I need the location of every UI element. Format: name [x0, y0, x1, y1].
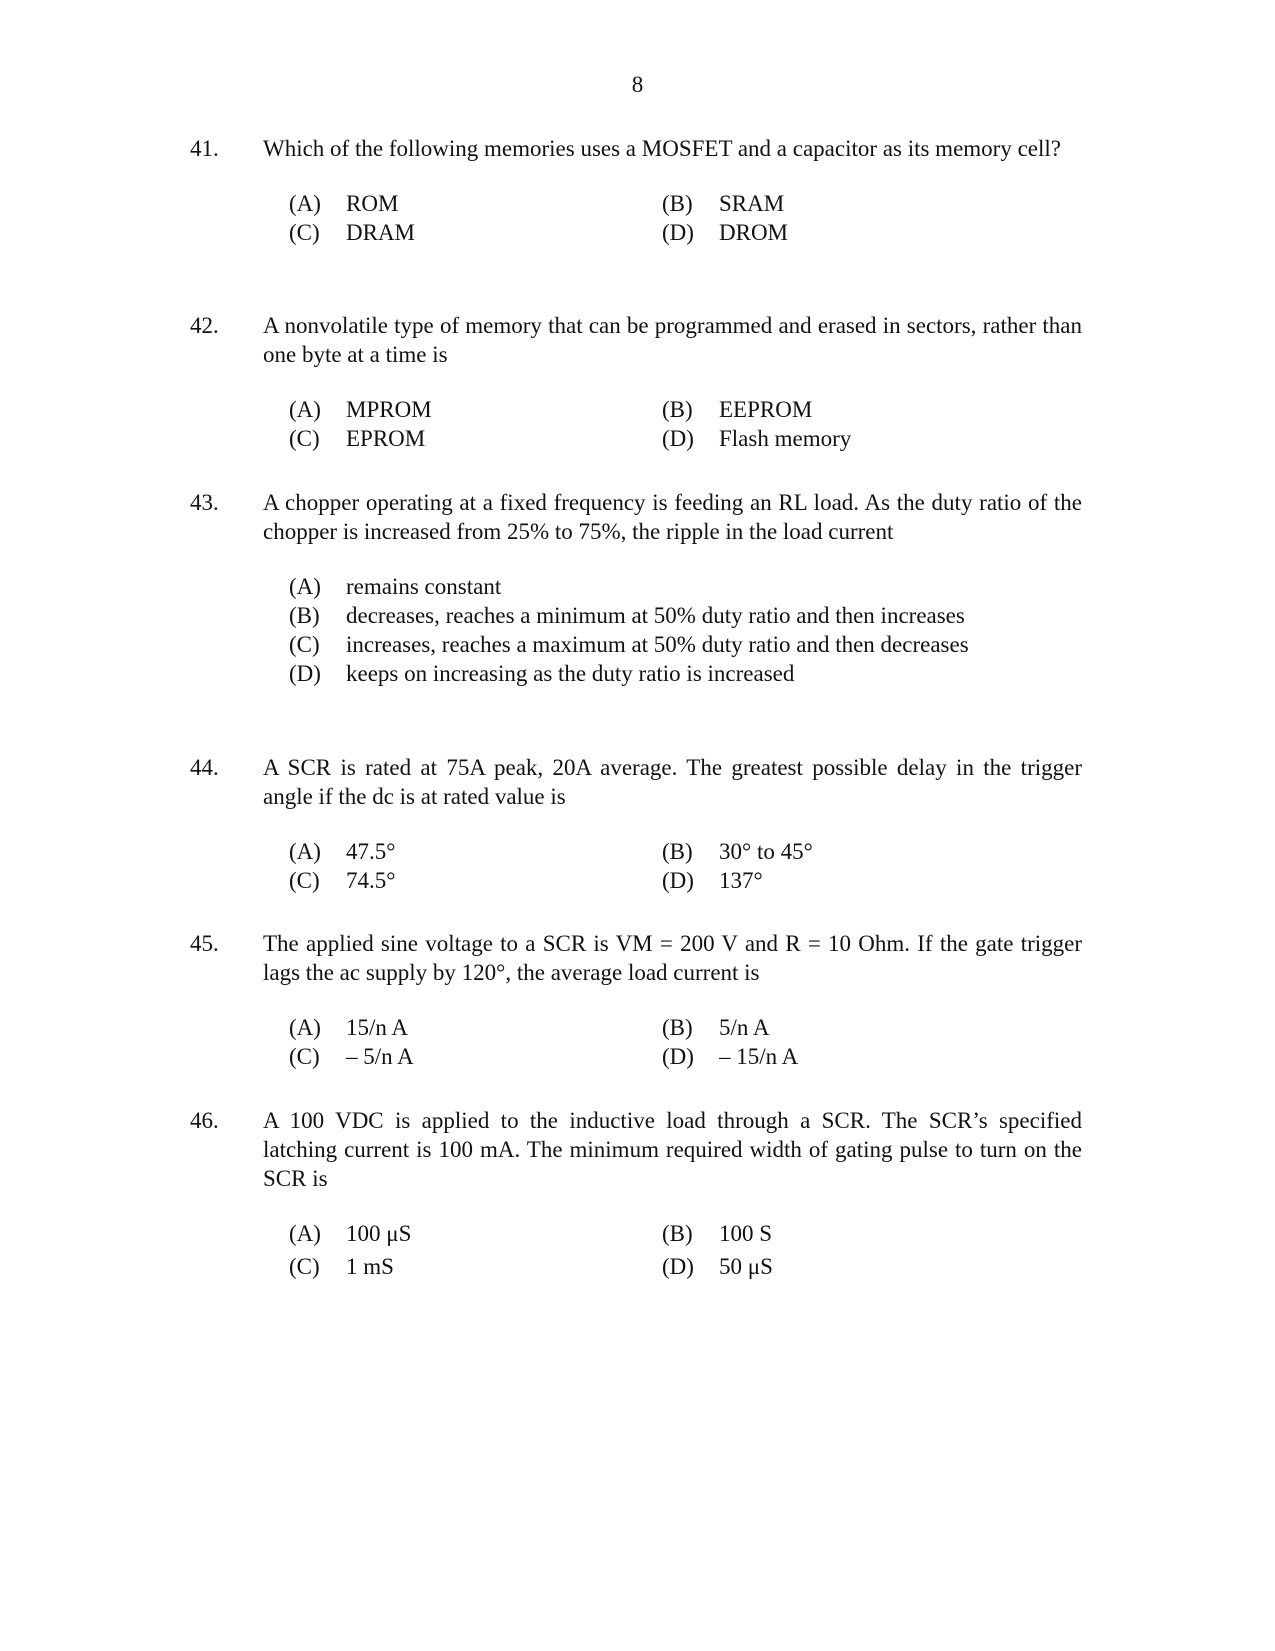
- option-b: [662, 395, 1035, 424]
- option-c: [289, 866, 662, 895]
- question-text: A chopper operating at a fixed frequency is feeding an RL load. As the duty ratio of the chopper is increased from 25% to 75%, the ripple in the load current: [263, 490, 1082, 544]
- question-42: [190, 311, 1082, 453]
- option-label: (D): [289, 661, 321, 686]
- question-number: 46.: [190, 1108, 219, 1133]
- option-d: [662, 218, 1035, 247]
- option-text: decreases, reaches a minimum at 50% duty ratio and then increases: [346, 603, 965, 628]
- option-text: 50 μS: [719, 1254, 773, 1279]
- option-a: [289, 572, 1082, 601]
- option-a: [289, 189, 662, 218]
- option-text: 100 S: [719, 1221, 773, 1246]
- option-label: (B): [662, 1221, 693, 1246]
- option-label: (D): [662, 1044, 694, 1069]
- option-text: 137°: [719, 868, 763, 893]
- option-label: (A): [289, 839, 321, 864]
- option-text: EEPROM: [719, 397, 813, 422]
- question-41: [190, 134, 1082, 247]
- option-label: (B): [289, 603, 320, 628]
- option-a: [289, 837, 662, 866]
- option-a: [289, 395, 662, 424]
- option-text: – 5/n A: [346, 1044, 414, 1069]
- question-text: A 100 VDC is applied to the inductive load through a SCR. The SCR’s specified latching current is 100 mA. The minimum required width of gating pulse to turn on the SCR is: [263, 1108, 1082, 1191]
- option-a: [289, 1013, 662, 1042]
- question-43: [190, 488, 1082, 688]
- question-number: 45.: [190, 931, 219, 956]
- question-number: 44.: [190, 755, 219, 780]
- question-46: [190, 1106, 1082, 1281]
- option-d: [662, 424, 1035, 453]
- option-label: (B): [662, 397, 693, 422]
- question-number: 43.: [190, 490, 219, 515]
- option-label: (B): [662, 1015, 693, 1040]
- option-label: (C): [289, 1044, 320, 1069]
- option-c: [289, 218, 662, 247]
- option-text: 5/n A: [719, 1015, 770, 1040]
- option-b: [662, 837, 1035, 866]
- option-label: (B): [662, 191, 693, 216]
- option-label: (D): [662, 1254, 694, 1279]
- option-d: [289, 659, 1082, 688]
- option-a: [289, 1219, 662, 1252]
- options-list: [289, 572, 1082, 688]
- option-text: keeps on increasing as the duty ratio is increased: [346, 661, 795, 686]
- option-text: Flash memory: [719, 426, 852, 451]
- option-b: [662, 189, 1035, 218]
- option-text: 15/n A: [346, 1015, 408, 1040]
- options-grid: [289, 189, 1082, 247]
- option-text: 1 mS: [346, 1254, 394, 1279]
- option-text: EPROM: [346, 426, 426, 451]
- option-text: 100 μS: [346, 1221, 412, 1246]
- option-label: (C): [289, 1254, 320, 1279]
- option-label: (A): [289, 397, 321, 422]
- option-text: – 15/n A: [719, 1044, 799, 1069]
- option-b: [662, 1219, 1035, 1252]
- option-text: 74.5°: [346, 868, 396, 893]
- option-c: [289, 424, 662, 453]
- option-c: [289, 1042, 662, 1071]
- question-text: A SCR is rated at 75A peak, 20A average. The greatest possible delay in the trigger angle if the dc is at rated value is: [263, 755, 1082, 809]
- option-d: [662, 1042, 1035, 1071]
- option-text: 30° to 45°: [719, 839, 813, 864]
- option-label: (A): [289, 191, 321, 216]
- options-grid: [289, 1219, 1082, 1281]
- option-b: [289, 601, 1082, 630]
- option-label: (D): [662, 868, 694, 893]
- option-text: increases, reaches a maximum at 50% duty ratio and then decreases: [346, 632, 969, 657]
- question-number: 41.: [190, 136, 219, 161]
- option-label: (A): [289, 1015, 321, 1040]
- question-number: 42.: [190, 313, 219, 338]
- option-text: SRAM: [719, 191, 785, 216]
- option-label: (C): [289, 632, 320, 657]
- option-label: (C): [289, 868, 320, 893]
- option-label: (A): [289, 1221, 321, 1246]
- option-label: (D): [662, 220, 694, 245]
- page-number: 8: [631, 72, 644, 97]
- question-text: Which of the following memories uses a MOSFET and a capacitor as its memory cell?: [263, 136, 1061, 161]
- question-text: The applied sine voltage to a SCR is VM = 200 V and R = 10 Ohm. If the gate trigger lags the ac supply by 120°, the average load current is: [263, 931, 1082, 985]
- options-grid: [289, 395, 1082, 453]
- options-grid: [289, 1013, 1082, 1071]
- option-text: MPROM: [346, 397, 432, 422]
- option-label: (B): [662, 839, 693, 864]
- option-text: 47.5°: [346, 839, 396, 864]
- option-text: remains constant: [346, 574, 502, 599]
- option-text: DROM: [719, 220, 789, 245]
- option-text: ROM: [346, 191, 399, 216]
- question-45: [190, 929, 1082, 1071]
- option-b: [662, 1013, 1035, 1042]
- question-text: A nonvolatile type of memory that can be programmed and erased in sectors, rather than one byte at a time is: [263, 313, 1082, 367]
- option-d: [662, 1252, 1035, 1281]
- option-c: [289, 630, 1082, 659]
- options-grid: [289, 837, 1082, 895]
- option-label: (C): [289, 220, 320, 245]
- option-label: (D): [662, 426, 694, 451]
- question-44: [190, 753, 1082, 895]
- option-text: DRAM: [346, 220, 416, 245]
- option-label: (A): [289, 574, 321, 599]
- option-d: [662, 866, 1035, 895]
- option-label: (C): [289, 426, 320, 451]
- option-c: [289, 1252, 662, 1281]
